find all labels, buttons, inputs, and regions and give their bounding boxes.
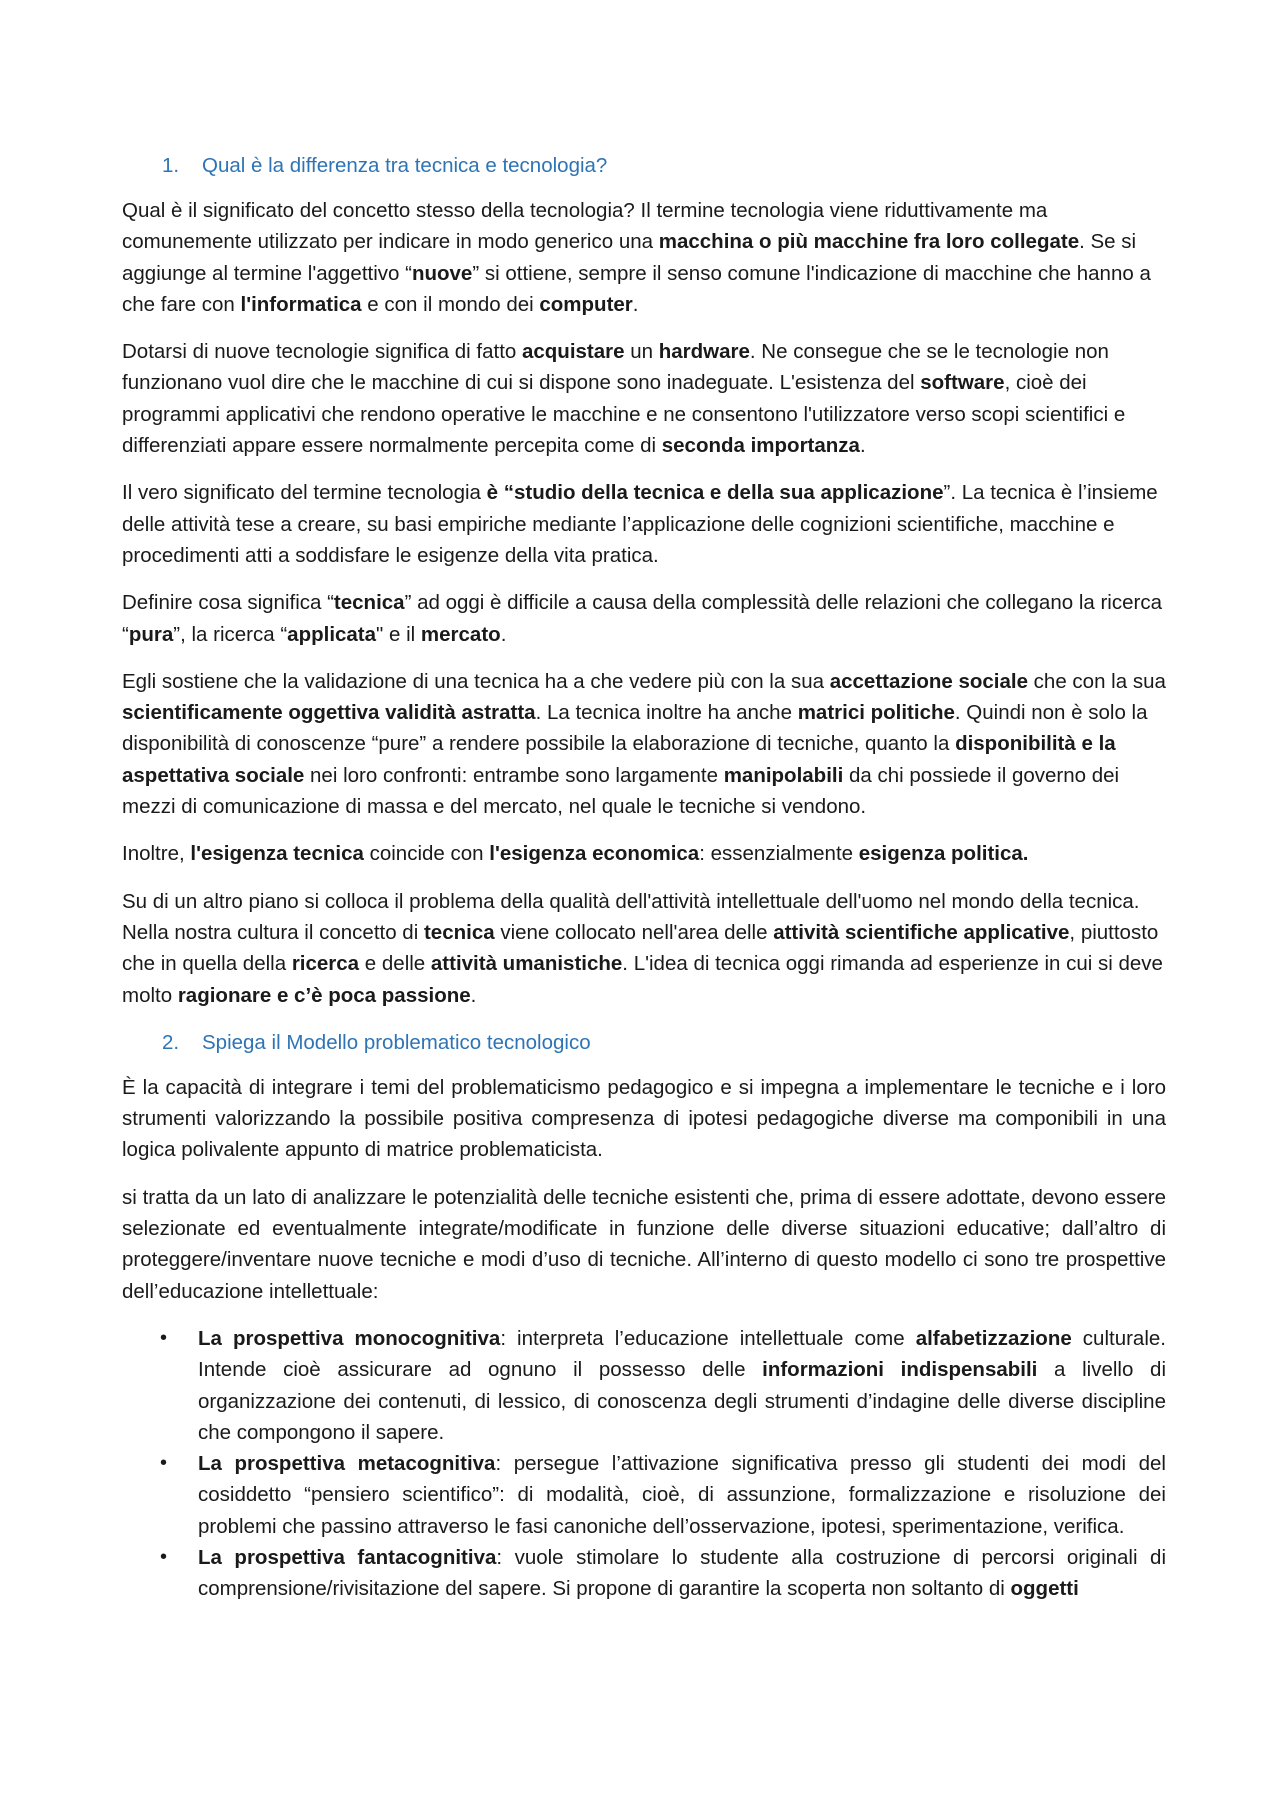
bold-text: macchina o più macchine fra loro collegate bbox=[658, 230, 1080, 254]
bold-text: acquistare bbox=[521, 340, 625, 364]
text-run: . Quindi non è solo la disponibilità di conoscenze “pure” a rendere possibile la elaborazione di tecniche, quanto la bbox=[122, 701, 1148, 756]
text-run: Qual è il significato del concetto stesso della tecnologia? Il termine tecnologia viene riduttivamente ma comunemente utilizzato per indicare in modo generico una bbox=[122, 199, 1048, 254]
bullet-icon: • bbox=[160, 1545, 168, 1568]
section-heading bbox=[122, 150, 1166, 181]
text-run: ”, la ricerca “ bbox=[173, 622, 288, 646]
text-run: ”. La tecnica è l’insieme delle attività tese a creare, su basi empiriche mediante l’applicazione delle cognizioni scientifiche, macchine e procedimenti atti a soddisfare le esigenze della vita pratica. bbox=[122, 481, 1158, 567]
text-run: nei loro confronti: entrambe sono largamente bbox=[304, 763, 724, 787]
text-run: culturale. Intende cioè assicurare ad ognuno il possesso delle bbox=[198, 1326, 1166, 1382]
bold-text: La prospettiva metacognitiva bbox=[198, 1452, 496, 1476]
text-run: a livello di organizzazione dei contenuti, di lessico, di conoscenza degli strumenti d’indagine delle diverse discipline che compongono il sapere. bbox=[198, 1358, 1167, 1444]
bold-text: hardware bbox=[658, 340, 750, 364]
text-run: che con la sua bbox=[1027, 669, 1166, 693]
bold-text: tecnica bbox=[333, 591, 405, 615]
bold-text: l'esigenza tecnica bbox=[190, 842, 364, 866]
text-run: , cioè dei programmi applicativi che rendono operative le macchine e ne consentono l'utilizzatore verso scopi scientifici e differenziati appare essere normalmente percepita come di bbox=[122, 371, 1126, 458]
bold-text: applicata bbox=[287, 622, 377, 646]
text-run: . La tecnica inoltre ha anche bbox=[535, 701, 798, 725]
bold-text: accettazione sociale bbox=[829, 669, 1028, 693]
text-run: si tratta da un lato di analizzare le potenzialità delle tecniche esistenti che, prima di essere adottate, devono essere selezionate ed eventualmente integrate/modificate in funzione delle diverse situazioni educative; dall’altro di proteggere/inventare nuove tecniche e modi d’uso di tecniche. All’interno di questo modello ci sono tre prospettive dell’educazione intellettuale: bbox=[122, 1185, 1166, 1303]
text-run: Definire cosa significa “ bbox=[122, 591, 334, 615]
bullet-icon: • bbox=[160, 1452, 168, 1475]
text-run: coincide con bbox=[363, 842, 490, 866]
bold-text: esigenza politica. bbox=[858, 842, 1029, 866]
text-run: : essenzialmente bbox=[699, 842, 859, 866]
list-item bbox=[122, 1323, 1166, 1448]
bold-text: è “studio della tecnica e della sua applicazione bbox=[486, 481, 944, 505]
text-run: e con il mondo dei bbox=[361, 292, 540, 316]
paragraph bbox=[122, 587, 1166, 650]
bold-text: La prospettiva monocognitiva bbox=[198, 1326, 501, 1350]
bold-text: manipolabili bbox=[723, 763, 844, 787]
section-2 bbox=[122, 1027, 1166, 1605]
text-run: Su di un altro piano si colloca il problema della qualità dell'attività intellettuale dell'uomo nel mondo della tecnica. Nella nostra cultura il concetto di bbox=[122, 889, 1140, 944]
text-run: È la capacità di integrare i temi del problematicismo pedagogico e si impegna a implementare le tecniche e i loro strumenti valorizzando la possibile positiva compresenza di ipotesi pedagogiche diverse ma componibili in una logica polivalente appunto di matrice problematicista. bbox=[122, 1075, 1166, 1162]
bold-text: attività umanistiche bbox=[430, 952, 623, 976]
text-run: e delle bbox=[359, 952, 431, 976]
text-run: ” si ottiene, sempre il senso comune l'indicazione di macchine che hanno a che fare con bbox=[122, 261, 1151, 316]
text-run: , piuttosto che in quella della bbox=[122, 920, 1159, 976]
bold-text: mercato bbox=[420, 622, 501, 646]
paragraph bbox=[122, 336, 1166, 461]
section-body bbox=[122, 1072, 1166, 1307]
paragraph bbox=[122, 666, 1166, 822]
text-run: un bbox=[624, 340, 659, 364]
bold-text: tecnica bbox=[423, 920, 495, 944]
bold-text: informazioni indispensabili bbox=[762, 1358, 1038, 1382]
text-run: : vuole stimolare lo studente alla costruzione di percorsi originali di comprensione/rivisitazione del sapere. Si propone di garantire la scoperta non soltanto di bbox=[198, 1545, 1166, 1601]
bold-text: attività scientifiche applicative bbox=[773, 920, 1070, 944]
bold-text: oggetti bbox=[1010, 1577, 1079, 1601]
text-run: : persegue l’attivazione significativa presso gli studenti dei modi del cosiddetto “pensiero scientifico”: di modalità, cioè, di assunzione, formalizzazione e risoluzione dei problemi che passino attraverso le fasi canoniche dell’osservazione, ipotesi, sperimentazione, verifica. bbox=[198, 1452, 1166, 1538]
text-run: . Se si aggiunge al termine l'aggettivo “ bbox=[122, 230, 1137, 285]
text-run: Inoltre, bbox=[122, 842, 191, 866]
bold-text: scientificamente oggettiva validità astratta bbox=[122, 701, 536, 725]
text-run: " e il bbox=[376, 622, 421, 646]
text-run: ” ad oggi è difficile a causa della complessità delle relazioni che collegano la ricerca “ bbox=[122, 591, 1162, 646]
bold-text: ricerca bbox=[291, 952, 360, 976]
text-run: viene collocato nell'area delle bbox=[494, 920, 774, 944]
bold-text: l'informatica bbox=[240, 292, 362, 316]
heading-number: 2. bbox=[162, 1030, 180, 1054]
list-item bbox=[122, 1542, 1166, 1605]
text-run: da chi possiede il governo dei mezzi di comunicazione di massa e del mercato, nel quale le tecniche si vendono. bbox=[122, 763, 1120, 819]
bold-text: La prospettiva fantacognitiva bbox=[198, 1545, 497, 1569]
bold-text: seconda importanza bbox=[661, 434, 860, 458]
bullet-icon: • bbox=[160, 1326, 168, 1349]
bold-text: pura bbox=[128, 622, 174, 646]
paragraph bbox=[122, 838, 1166, 869]
document-page bbox=[122, 150, 1166, 1605]
section-1 bbox=[122, 150, 1166, 1011]
bold-text: l'esigenza economica bbox=[489, 842, 700, 866]
bold-text: matrici politiche bbox=[797, 701, 955, 725]
bold-text: alfabetizzazione bbox=[915, 1326, 1072, 1350]
heading-number: 1. bbox=[162, 154, 180, 177]
section-body bbox=[122, 195, 1166, 1011]
bold-text: ragionare e c’è poca passione bbox=[177, 983, 471, 1007]
list-item bbox=[122, 1448, 1166, 1542]
text-run: . bbox=[470, 983, 477, 1007]
bold-text: computer bbox=[539, 292, 633, 316]
text-run: . bbox=[632, 292, 639, 316]
text-run: . bbox=[500, 622, 507, 646]
paragraph bbox=[122, 195, 1166, 320]
bold-text: disponibilità e la aspettativa sociale bbox=[122, 732, 1116, 787]
heading-text: Spiega il Modello problematico tecnologico bbox=[202, 1030, 591, 1054]
paragraph bbox=[122, 1182, 1166, 1307]
text-run: Il vero significato del termine tecnologia bbox=[122, 481, 487, 505]
text-run: . Ne consegue che se le tecnologie non funzionano vuol dire che le macchine di cui si dispone sono inadeguate. L'esistenza del bbox=[122, 340, 1109, 395]
text-run: . bbox=[859, 434, 866, 458]
text-run: Egli sostiene che la validazione di una tecnica ha a che vedere più con la sua bbox=[122, 669, 830, 693]
paragraph bbox=[122, 1072, 1166, 1166]
bold-text: nuove bbox=[411, 261, 473, 285]
text-run: . L'idea di tecnica oggi rimanda ad esperienze in cui si deve molto bbox=[122, 952, 1163, 1007]
bold-text: software bbox=[920, 371, 1005, 395]
text-run: Dotarsi di nuove tecnologie significa di fatto bbox=[122, 340, 522, 364]
heading-text: Qual è la differenza tra tecnica e tecnologia? bbox=[202, 154, 608, 177]
bullet-list bbox=[122, 1323, 1166, 1605]
section-heading bbox=[122, 1027, 1166, 1058]
text-run: : interpreta l’educazione intellettuale come bbox=[500, 1326, 916, 1350]
paragraph bbox=[122, 477, 1166, 571]
paragraph bbox=[122, 886, 1166, 1011]
